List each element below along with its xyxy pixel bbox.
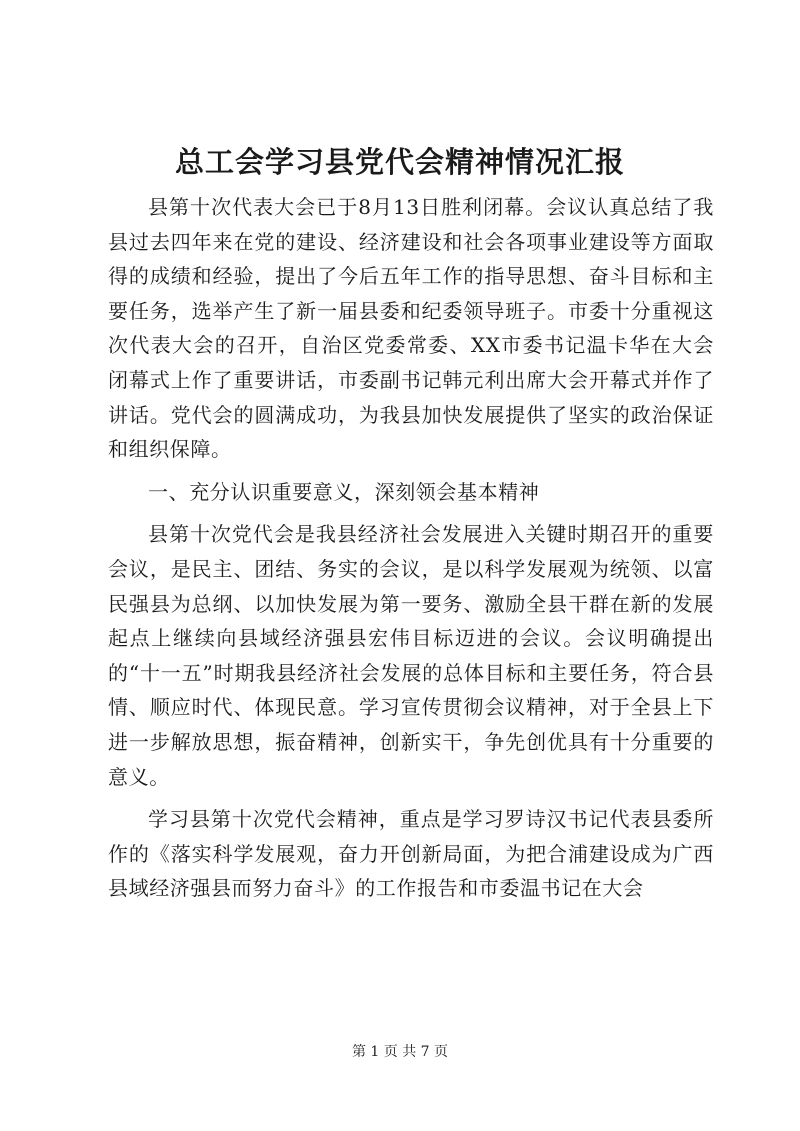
paragraph-significance: 县第十次党代会是我县经济社会发展进入关键时期召开的重要会议，是民主、团结、务实的会议，是以科学发展观为统领、以富民强县为总纲、以加快发展为第一要务、激励全县干群在新的发展起点上继续向县域经济强县宏伟目标迈进的会议。会议明确提出的“十一五”时期我县经济社会发展的总体目标和主要任务，符合县情、顺应时代、体现民意。学习宣传贯彻会议精神，对于全县上下进一步解放思想，振奋精神，创新实干，争先创优具有十分重要的意义。 — [108, 522, 714, 789]
paragraph-study-focus: 学习县第十次党代会精神，重点是学习罗诗汉书记代表县委所作的《落实科学发展观，奋力开创新局面，为把合浦建设成为广西县域经济强县而努力奋斗》的工作报告和市委温书记在大会 — [108, 807, 714, 901]
document-body — [108, 190, 714, 906]
section-heading-1: 一、充分认识重要意义，深刻领会基本精神 — [148, 479, 540, 504]
document-title: 总工会学习县党代会精神情况汇报 — [174, 145, 625, 179]
page-footer: 第 1 页 共 7 页 — [351, 1044, 449, 1060]
paragraph-intro: 县第十次代表大会已于8月13日胜利闭幕。会议认真总结了我县过去四年来在党的建设、经济建设和社会各项事业建设等方面取得的成绩和经验，提出了今后五年工作的指导思想、奋斗目标和主要任务，选举产生了新一届县委和纪委领导班子。市委十分重视这次代表大会的召开，自治区党委常委、XX市委书记温卡华在大会闭幕式上作了重要讲话，市委副书记韩元利出席大会开幕式并作了讲话。党代会的圆满成功，为我县加快发展提供了坚实的政治保证和组织保障。 — [108, 195, 714, 462]
